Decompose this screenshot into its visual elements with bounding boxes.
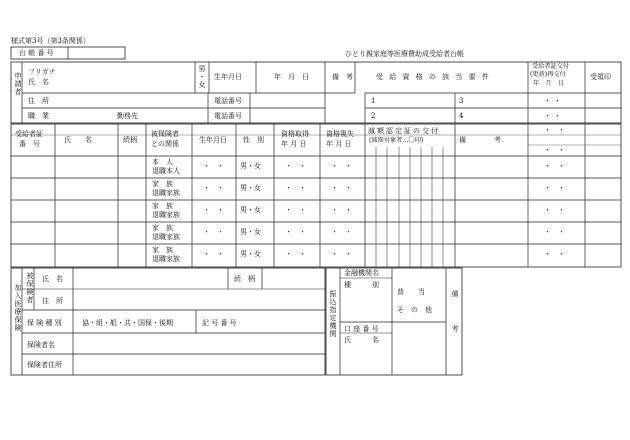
member-cert-date[interactable]: ・ ・ bbox=[544, 162, 565, 170]
cert-number-header-2: 番 号 bbox=[19, 140, 40, 148]
member-birth-date[interactable]: ・ ・ bbox=[203, 206, 224, 214]
bank-type-label: 種 別 bbox=[344, 281, 379, 289]
symbol-number-label: 記 号 番 号 bbox=[202, 319, 237, 327]
eligibility-num-1: 1 bbox=[371, 97, 376, 105]
account-number-label: 口 座 番 号 bbox=[344, 325, 379, 333]
insurance-group-label: 加入医療保険 bbox=[14, 284, 22, 332]
lost-header-2: 年 月 日 bbox=[326, 140, 352, 148]
cert-issue-header-3: 年 月 日 bbox=[533, 80, 564, 87]
acquired-header-1: 資格取得 bbox=[281, 130, 309, 138]
lost-header-1: 資格喪失 bbox=[326, 130, 354, 138]
remarks-label: 備 考 bbox=[332, 73, 353, 81]
symbol-number-field[interactable] bbox=[250, 311, 323, 332]
insured-address-field[interactable] bbox=[74, 290, 323, 309]
job-label: 職 業 bbox=[28, 112, 49, 120]
bank-group-label: 振込指定機関 bbox=[329, 290, 337, 338]
member-sex[interactable]: 男・女 bbox=[240, 162, 261, 170]
bank-type-option-1[interactable]: 普 当 bbox=[397, 288, 425, 296]
member-name-header: 氏 名 bbox=[64, 136, 92, 144]
applicant-address-field[interactable] bbox=[66, 94, 206, 106]
name-label: 氏 名 bbox=[28, 78, 49, 86]
birth-header: 生年月日 bbox=[199, 136, 227, 144]
member-birth-date[interactable]: ・ ・ bbox=[203, 184, 224, 192]
member-cert-date[interactable]: ・ ・ bbox=[544, 184, 565, 192]
member-birth-date[interactable]: ・ ・ bbox=[203, 228, 224, 236]
phone-label-2: 電話番号 bbox=[214, 112, 242, 120]
reduction-header-2: (減額対象者…〇印) bbox=[369, 137, 424, 144]
account-holder-label: 氏 名 bbox=[344, 336, 379, 344]
member-relation-retired: 退職家族 bbox=[152, 255, 180, 263]
insurer-name-field[interactable] bbox=[74, 334, 323, 353]
form-title: ひとり親家庭等医療費助成受給者台帳 bbox=[345, 50, 464, 58]
acquired-header-2: 年 月 日 bbox=[281, 140, 307, 148]
eligibility-num-3: 3 bbox=[459, 97, 464, 105]
member-relation-primary: 家 族 bbox=[152, 180, 173, 188]
member-sex[interactable]: 男・女 bbox=[240, 206, 261, 214]
member-cert-date[interactable]: ・ ・ bbox=[544, 228, 565, 236]
bank-institution-label: 金融機関名 bbox=[344, 269, 379, 277]
member-cert-date[interactable]: ・ ・ bbox=[544, 206, 565, 214]
member-relation-primary: 家 族 bbox=[152, 224, 173, 232]
member-sex[interactable]: 男・女 bbox=[240, 228, 261, 236]
member-cert-date[interactable]: ・ ・ bbox=[544, 250, 565, 258]
member-relation-primary: 本 人 bbox=[152, 158, 173, 166]
member-lost-date[interactable]: ・ ・ bbox=[331, 184, 352, 192]
furigana-label: フリガナ bbox=[28, 68, 56, 76]
receipt-seal-label: 受領印 bbox=[590, 73, 611, 81]
insured-relation-header-1: 被保険者 bbox=[151, 130, 179, 138]
member-lost-date[interactable]: ・ ・ bbox=[331, 206, 352, 214]
phone-label-1: 電話番号 bbox=[214, 97, 242, 105]
member-sex[interactable]: 男・女 bbox=[240, 250, 261, 258]
insurance-type-options[interactable]: 協・組・船・共・国保・後期 bbox=[82, 319, 173, 327]
member-acquired-date[interactable]: ・ ・ bbox=[285, 250, 306, 258]
member-relation-retired: 退職本人 bbox=[152, 167, 180, 175]
insured-name-field[interactable] bbox=[74, 269, 226, 288]
member-birth-date[interactable]: ・ ・ bbox=[203, 250, 224, 258]
relation-header: 続柄 bbox=[123, 136, 137, 144]
member-birth-date[interactable]: ・ ・ bbox=[203, 162, 224, 170]
member-relation-primary: 家 族 bbox=[152, 202, 173, 210]
insurer-address-field[interactable] bbox=[74, 355, 323, 374]
member-acquired-date[interactable]: ・ ・ bbox=[285, 228, 306, 236]
member-lost-date[interactable]: ・ ・ bbox=[331, 228, 352, 236]
insured-relation-field[interactable] bbox=[263, 269, 323, 288]
member-relation-retired: 退職家族 bbox=[152, 189, 180, 197]
insured-address-label: 住 所 bbox=[42, 297, 63, 305]
cert-issue-header-2: (更新)再交付 bbox=[530, 71, 566, 78]
cert-date-2b: ・ bbox=[554, 112, 561, 120]
cert-date-1: ・ bbox=[544, 97, 551, 105]
form-number: 様式第3号（第3条関係） bbox=[11, 37, 90, 45]
insured-person-label: 被保険者 bbox=[26, 272, 34, 304]
insured-relation-label: 続 柄 bbox=[234, 275, 255, 283]
cert-date-1b: ・ bbox=[554, 97, 561, 105]
cert-issue-header-1: 受給者証交付 bbox=[532, 63, 570, 70]
insured-relation-header-2: との関係 bbox=[151, 140, 179, 148]
eligibility-label: 受 給 資 格 の 該 当 要 件 bbox=[376, 73, 491, 81]
cert-number-header-1: 受給者証 bbox=[15, 130, 43, 138]
ledger-number-value[interactable] bbox=[69, 48, 124, 58]
reduction-header-1: 減額認定証の交付 bbox=[368, 127, 440, 135]
member-lost-date[interactable]: ・ ・ bbox=[331, 250, 352, 258]
member-acquired-date[interactable]: ・ ・ bbox=[285, 206, 306, 214]
applicant-birth-label: 生年月日 bbox=[214, 73, 242, 81]
member-acquired-date[interactable]: ・ ・ bbox=[285, 184, 306, 192]
eligibility-num-4: 4 bbox=[459, 112, 464, 120]
cert-header-dots: ・ ・ bbox=[544, 146, 565, 154]
applicant-name-field[interactable] bbox=[66, 64, 192, 91]
member-relation-retired: 退職家族 bbox=[152, 233, 180, 241]
account-field[interactable] bbox=[393, 323, 445, 374]
insurer-name-label: 保険者名 bbox=[27, 341, 55, 349]
member-relation-retired: 退職家族 bbox=[152, 211, 180, 219]
eligibility-num-2: 2 bbox=[371, 112, 376, 120]
applicant-sex-label[interactable]: 男・女 bbox=[198, 65, 206, 89]
sex-header: 性 別 bbox=[243, 136, 264, 144]
applicant-label: 申請者 bbox=[14, 72, 22, 96]
insurer-address-label: 保険者住所 bbox=[27, 361, 62, 369]
address-label: 住 所 bbox=[28, 97, 49, 105]
bank-remarks-label: 備考 bbox=[451, 290, 459, 360]
insurance-type-label: 保 険 種 別 bbox=[27, 319, 62, 327]
insured-name-label: 氏 名 bbox=[42, 275, 63, 283]
ledger-number-label: 台 帳 番 号 bbox=[19, 49, 54, 57]
bank-type-option-2[interactable]: そ の 他 bbox=[397, 306, 432, 314]
member-lost-date[interactable]: ・ ・ bbox=[331, 162, 352, 170]
cert-top-dots: ・ ・ bbox=[544, 126, 565, 134]
workplace-label: 勤務先 bbox=[117, 112, 138, 120]
member-sex[interactable]: 男・女 bbox=[240, 184, 261, 192]
member-acquired-date[interactable]: ・ ・ bbox=[285, 162, 306, 170]
cert-date-2: ・ bbox=[544, 112, 551, 120]
member-relation-primary: 家 族 bbox=[152, 246, 173, 254]
member-remarks-header: 備 考 bbox=[459, 136, 501, 144]
applicant-birth-date[interactable]: 年 月 日 bbox=[274, 73, 309, 81]
